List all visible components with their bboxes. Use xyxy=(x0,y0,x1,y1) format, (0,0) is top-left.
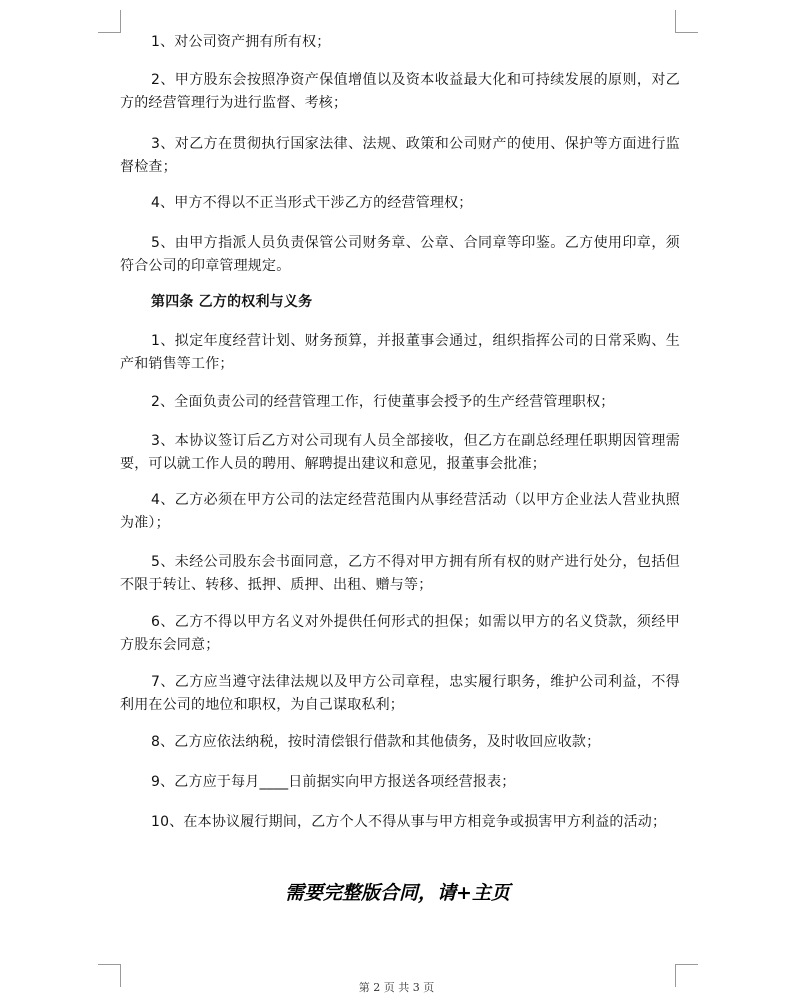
page-number-footer: 第 2 页 共 3 页 xyxy=(358,981,435,994)
clause-paragraph: 5、由甲方指派人员负责保管公司财务章、公章、合同章等印鉴。乙方使用印章，须符合公司的印章管理规定。 xyxy=(120,235,680,274)
clause-paragraph: 3、对乙方在贯彻执行国家法律、法规、政策和公司财产的使用、保护等方面进行监督检查； xyxy=(120,136,680,175)
clause-paragraph: 1、对公司资产拥有所有权； xyxy=(151,34,331,50)
clause-paragraph: 3、本协议签订后乙方对公司现有人员全部接收，但乙方在副总经理任职期因管理需要，可以就工作人员的聘用、解聘提出建议和意见，报董事会批准； xyxy=(120,433,680,472)
clause-paragraph: 4、甲方不得以不正当形式干涉乙方的经营管理权； xyxy=(151,195,473,211)
promo-text: 需要完整版合同，请+主页 xyxy=(285,882,510,904)
clause-paragraph: 5、未经公司股东会书面同意，乙方不得对甲方拥有所有权的财产进行处分，包括但不限于转让、转移、抵押、质押、出租、赠与等； xyxy=(120,554,680,593)
section-heading: 第四条 乙方的权利与义务 xyxy=(151,294,313,310)
clause-paragraph: 7、乙方应当遵守法律法规以及甲方公司章程，忠实履行职务，维护公司利益，不得利用在公司的地位和职权，为自己谋取私利； xyxy=(120,674,680,713)
clause-paragraph: 6、乙方不得以甲方名义对外提供任何形式的担保；如需以甲方的名义贷款，须经甲方股东会同意； xyxy=(120,614,680,653)
clause-paragraph: 9、乙方应于每月____日前据实向甲方报送各项经营报表； xyxy=(151,774,516,790)
clause-paragraph: 10、在本协议履行期间，乙方个人不得从事与甲方相竞争或损害甲方利益的活动； xyxy=(151,814,667,830)
clause-paragraph: 2、甲方股东会按照净资产保值增值以及资本收益最大化和可持续发展的原则，对乙方的经营管理行为进行监督、考核； xyxy=(120,72,680,111)
crop-mark-top-right xyxy=(675,10,698,33)
clause-paragraph: 8、乙方应依法纳税，按时清偿银行借款和其他债务，及时收回应收款； xyxy=(151,734,601,750)
clause-paragraph: 4、乙方必须在甲方公司的法定经营范围内从事经营活动（以甲方企业法人营业执照为准）； xyxy=(120,492,680,531)
crop-mark-top-left xyxy=(98,10,121,33)
clause-paragraph: 1、拟定年度经营计划、财务预算，并报董事会通过，组织指挥公司的日常采购、生产和销售等工作； xyxy=(120,333,680,372)
clause-paragraph: 2、全面负责公司的经营管理工作，行使董事会授予的生产经营管理职权； xyxy=(151,394,615,410)
